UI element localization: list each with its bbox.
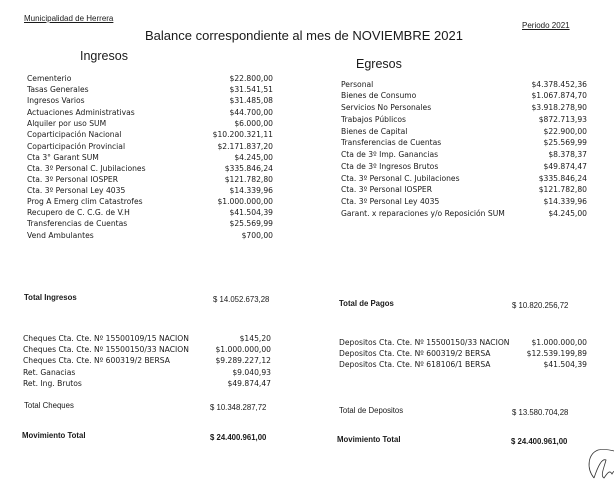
- item-value: $25.569,99: [543, 138, 587, 147]
- item-label: Alquiler por uso SUM: [27, 119, 107, 128]
- item-label: Cheques Cta. Cte. Nº 15500150/33 NACION: [23, 345, 189, 354]
- item-label: Ingresos Varios: [27, 96, 85, 105]
- cheques-row: [23, 378, 271, 390]
- ingresos-row: [27, 95, 273, 107]
- egresos-row: [341, 114, 587, 126]
- ingresos-heading: Ingresos: [80, 49, 128, 63]
- item-label: Coparticipación Provincial: [27, 142, 126, 151]
- egresos-row: [341, 137, 587, 149]
- item-value: $6.000,00: [234, 119, 273, 128]
- depositos-row: [339, 359, 587, 371]
- item-label: Ret. Ganacias: [23, 368, 76, 377]
- item-value: $4.245,00: [234, 153, 273, 162]
- item-label: Ret. Ing. Brutos: [23, 379, 82, 388]
- item-value: $10.200.321,11: [212, 130, 273, 139]
- total-ingresos-label: Total Ingresos: [24, 293, 77, 302]
- item-label: Tasas Generales: [27, 85, 89, 94]
- item-label: Bienes de Consumo: [341, 91, 417, 100]
- item-value: $41.504,39: [543, 360, 587, 369]
- total-depositos-label: Total de Depositos: [339, 406, 404, 415]
- item-label: Cta. 3º Personal C. Jubilaciones: [27, 164, 146, 173]
- item-value: $9.289.227,12: [215, 356, 271, 365]
- item-label: Cheques Cta. Cte. Nº 15500109/15 NACION: [23, 334, 189, 343]
- signature-icon: [584, 448, 614, 488]
- movimiento-total-right-value: $ 24.400.961,00: [511, 437, 568, 446]
- item-value: $1.067.874,70: [531, 91, 587, 100]
- item-label: Bienes de Capital: [341, 127, 408, 136]
- movimiento-total-left-label: Movimiento Total: [22, 431, 86, 440]
- item-value: $1.000.000,00: [215, 345, 271, 354]
- item-label: Vend Ambulantes: [27, 231, 94, 240]
- egresos-row: [341, 149, 587, 161]
- egresos-row: [341, 208, 587, 220]
- ingresos-row: [27, 129, 273, 141]
- ingresos-row: [27, 218, 273, 230]
- item-label: Cta. 3º Personal IOSPER: [27, 175, 118, 184]
- item-value: $31.541,51: [229, 85, 273, 94]
- item-label: Actuaciones Administrativas: [27, 108, 135, 117]
- total-cheques-value: $ 10.348.287,72: [210, 403, 267, 412]
- item-value: $4.245,00: [548, 209, 587, 218]
- item-value: $44.700,00: [229, 108, 273, 117]
- egresos-row: [341, 196, 587, 208]
- item-label: Cta. 3º Personal Ley 4035: [27, 186, 126, 195]
- item-value: $12.539.199,89: [526, 349, 587, 358]
- egresos-row: [341, 102, 587, 114]
- item-value: $121.782,80: [224, 175, 273, 184]
- item-label: Coparticipación Nacional: [27, 130, 122, 139]
- item-label: Recupero de C. C.G. de V.H: [27, 208, 130, 217]
- item-value: $49.874,47: [543, 162, 587, 171]
- egresos-row: [341, 161, 587, 173]
- item-label: Garant. x reparaciones y/o Reposición SUM: [341, 209, 505, 218]
- item-value: $8.378,37: [548, 150, 587, 159]
- item-value: $22.900,00: [543, 127, 587, 136]
- cheques-row: [23, 355, 271, 367]
- total-depositos-value: $ 13.580.704,28: [512, 408, 569, 417]
- organization-name: Municipalidad de Herrera: [24, 14, 114, 23]
- item-label: Servicios No Personales: [341, 103, 432, 112]
- item-label: Transferencias de Cuentas: [27, 219, 128, 228]
- item-value: $3.918.278,90: [531, 103, 587, 112]
- item-value: $41.504,39: [229, 208, 273, 217]
- item-label: Cementerio: [27, 74, 72, 83]
- item-value: $1.000.000,00: [217, 197, 273, 206]
- item-value: $49.874,47: [227, 379, 271, 388]
- item-value: $31.485,08: [229, 96, 273, 105]
- total-pagos-value: $ 10.820.256,72: [512, 301, 569, 310]
- item-value: $14.339,96: [543, 197, 587, 206]
- item-value: $4.378.452,36: [531, 80, 587, 89]
- movimiento-total-left-value: $ 24.400.961,00: [210, 433, 267, 442]
- item-value: $872.713,93: [538, 115, 587, 124]
- item-label: Cta. 3º Personal C. Jubilaciones: [341, 174, 460, 183]
- item-label: Depositos Cta. Cte. Nº 15500150/33 NACION: [339, 338, 510, 347]
- movimiento-total-right-label: Movimiento Total: [337, 435, 401, 444]
- ingresos-row: [27, 230, 273, 242]
- item-value: $25.569,99: [229, 219, 273, 228]
- item-label: Cta de 3º Imp. Ganancias: [341, 150, 439, 159]
- item-value: $9.040,93: [232, 368, 271, 377]
- item-value: $22.800,00: [229, 74, 273, 83]
- item-label: Cta. 3º Personal IOSPER: [341, 185, 432, 194]
- item-label: Transferencias de Cuentas: [341, 138, 442, 147]
- egresos-row: [341, 90, 587, 102]
- item-label: Cta de 3º Ingresos Brutos: [341, 162, 439, 171]
- item-label: Depositos Cta. Cte. Nº 600319/2 BERSA: [339, 349, 491, 358]
- item-value: $335.846,24: [538, 174, 587, 183]
- total-ingresos-value: $ 14.052.673,28: [213, 295, 270, 304]
- item-value: $121.782,80: [538, 185, 587, 194]
- item-value: $2.171.837,20: [217, 142, 273, 151]
- period-label: Periodo 2021: [522, 21, 570, 30]
- item-value: $700,00: [241, 231, 273, 240]
- item-label: Cta 3° Garant SUM: [27, 153, 99, 162]
- item-label: Prog A Emerg clim Catastrofes: [27, 197, 143, 206]
- document-title: Balance correspondiente al mes de NOVIEMBRE 2021: [145, 28, 463, 43]
- egresos-row: [341, 184, 587, 196]
- item-value: $145,20: [239, 334, 271, 343]
- item-label: Cheques Cta. Cte. Nº 600319/2 BERSA: [23, 356, 170, 365]
- item-value: $1.000.000,00: [531, 338, 587, 347]
- item-value: $14.339,96: [229, 186, 273, 195]
- total-pagos-label: Total de Pagos: [339, 299, 394, 308]
- item-label: Trabajos Públicos: [341, 115, 406, 124]
- egresos-heading: Egresos: [356, 57, 402, 71]
- item-label: Personal: [341, 80, 374, 89]
- item-label: Cta. 3º Personal Ley 4035: [341, 197, 440, 206]
- total-cheques-label: Total Cheques: [24, 401, 74, 410]
- item-label: Depositos Cta. Cte. Nº 618106/1 BERSA: [339, 360, 491, 369]
- item-value: $335.846,24: [224, 164, 273, 173]
